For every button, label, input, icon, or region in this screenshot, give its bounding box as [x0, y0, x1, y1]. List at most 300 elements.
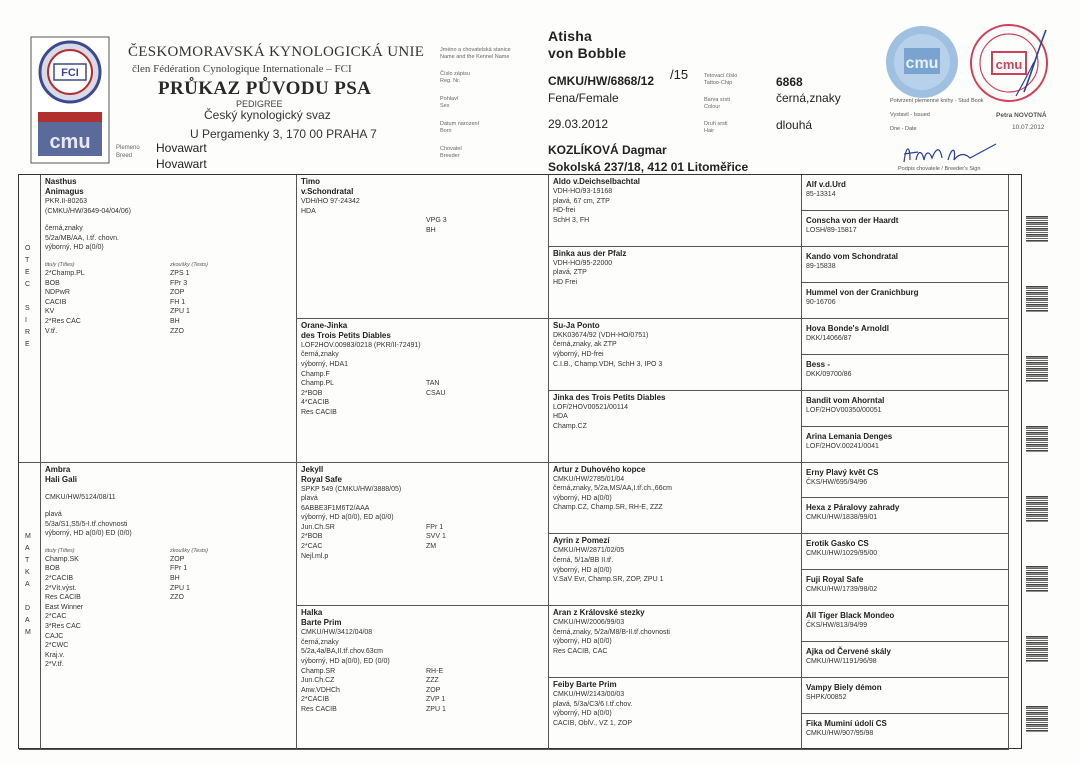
great-great-grandparent-cell [802, 498, 1009, 534]
grandparent-line: CMKU/HW/3412/04/08 [301, 629, 373, 637]
sire-title-row [45, 279, 292, 289]
great-great-grandparent-reg: ČKS/HW/695/94/96 [806, 478, 868, 486]
grandparent-cell [297, 606, 549, 750]
test-entry: ZPU 1 [170, 584, 190, 592]
grandparent-line: 2*CAC [301, 543, 323, 551]
date-label: Dne - Date [890, 126, 917, 132]
pedigree-line: Champ.CZ [553, 422, 587, 430]
pedigree-line: DKK03674/92 (VDH-HO/0751) [553, 331, 649, 339]
regno-label: Číslo zápisu Reg. Nr. [440, 71, 470, 84]
great-grandparent-cell [549, 247, 802, 319]
side-letter: I [25, 317, 27, 324]
svg-text:cmu: cmu [49, 131, 91, 153]
grandparent-row [301, 398, 544, 408]
grandparent-line: 2*CACIB [301, 696, 330, 704]
dam-title-row [45, 641, 292, 651]
grandparent-name: des Trois Petits Diables [301, 330, 391, 340]
great-great-grandparent-reg: DKK/09700/86 [806, 370, 852, 378]
side-letter: E [25, 269, 30, 276]
test-entry [170, 622, 270, 632]
great-great-grandparent-name: Vampy Biely démon [806, 683, 882, 693]
svg-text:cmu: cmu [995, 57, 1023, 72]
pedigree-line: VDH-HO/95-22000 [553, 259, 613, 267]
sire-titles-header [45, 253, 292, 269]
grandparent-line [301, 216, 426, 226]
sex-value: Fena/Female [548, 91, 619, 105]
great-great-grandparent-name: Arina Lemania Denges [806, 431, 893, 441]
great-great-grandparent-name: Hummel von der Cranichburg [806, 287, 919, 297]
grandparent-row [301, 686, 544, 696]
great-great-grandparent-reg: SHPK/00852 [806, 694, 847, 702]
barcode-icon [1026, 636, 1048, 662]
great-great-grandparent-name: Hova Bonde's Arnoldl [806, 323, 889, 333]
pedigree-line: plavá, 67 cm, ZTP [553, 197, 610, 205]
great-great-grandparent-cell [802, 534, 1009, 570]
grandparent-row [301, 695, 544, 705]
great-grandparent-cell [549, 678, 802, 750]
test-entry [170, 641, 270, 651]
great-great-grandparent-name: Hexa z Páralovy zahrady [806, 503, 900, 513]
grandparent-line: černá,znaky [301, 638, 339, 646]
grandparent-row [301, 207, 544, 217]
club-address: U Pergamenky 3, 170 00 PRAHA 7 [190, 127, 377, 141]
dam-title-row [45, 622, 292, 632]
pedigree-line: V.SaV Evr, Champ.SR, ZOP, ZPU 1 [553, 576, 664, 584]
great-great-grandparent-reg: CMKU/HW/907/95/98 [806, 730, 874, 738]
stud-book-stamp-icon [884, 24, 960, 100]
test-entry: FH 1 [170, 298, 186, 306]
breeder-sign-label: Podpis chovatele / Breeder's Sign [898, 166, 981, 172]
grandparent-line: výborný, HDA1 [301, 360, 349, 368]
sire-title-row [45, 288, 292, 298]
breed-label: Plemeno Breed [116, 145, 140, 159]
grandparent-row [301, 370, 544, 380]
tattoo-value: 6868 [776, 75, 803, 89]
great-great-grandparent-name: Fika Muminí údolí CS [806, 719, 887, 729]
dam-title-row [45, 574, 292, 584]
grandparent-row [301, 408, 544, 418]
pedigree-line: výborný, HD a(0/0) [553, 494, 612, 502]
registration-suffix: /15 [670, 67, 689, 82]
great-grandparent-name: Aran z Královské stezky [553, 608, 645, 618]
test-entry: FPr 1 [170, 565, 188, 573]
great-great-grandparent-reg: ČKS/HW/813/94/99 [806, 622, 868, 630]
pedigree-line: CMKU/HW/2785/01/04 [553, 475, 625, 483]
dog-name: Atisha [548, 28, 592, 44]
grandparent-line: Champ.F [301, 370, 330, 378]
pedigree-line: černá,znaky, ak ZTP [553, 341, 617, 349]
great-grandparent-name: Artur z Duhového kopce [553, 464, 646, 474]
grandparent-test: ZPU 1 [426, 706, 446, 713]
great-grandparent-name: Ayrin z Pomezí [553, 536, 610, 546]
breed-value: Hovawart [156, 141, 207, 155]
grandparent-name: v.Schondratal [301, 187, 354, 196]
dam-title-row [45, 555, 292, 565]
grandparent-line: VDH/HO 97-24342 [301, 198, 360, 205]
grandparent-name: Timo [301, 177, 320, 186]
sire-title-row [45, 298, 292, 308]
pedigree-line: CMKU/HW/5124/08/11 [45, 493, 116, 501]
great-great-grandparent-name: Erotik Gasko CS [806, 539, 869, 549]
title-entry: Champ.SK [45, 555, 79, 563]
grandparent-line: 2*BOB [301, 389, 323, 397]
svg-text:cmu: cmu [905, 55, 939, 72]
title-entry: East Winner [45, 603, 84, 611]
barcode-icon [1026, 356, 1048, 382]
title-entry: 2*CWC [45, 642, 69, 650]
barcode-icon [1026, 566, 1048, 592]
grandparent-test: SVV 1 [426, 533, 446, 541]
grandparent-test: VPG 3 [426, 217, 447, 225]
grandparent-line: výborný, HD a(0/0), ED a(0/0) [301, 514, 394, 522]
pedigree-line: plavá [45, 511, 62, 519]
grandparent-row [301, 513, 544, 523]
title-entry: CAJC [45, 632, 64, 640]
title-entry: 2*Champ.PL [45, 269, 85, 277]
great-great-grandparent-cell [802, 678, 1009, 714]
great-great-grandparent-cell [802, 570, 1009, 606]
grandparent-row [301, 360, 544, 370]
fci-logo-text: FCI [61, 67, 79, 79]
grandparent-test: RH-E [426, 667, 444, 675]
grandparent-row [301, 216, 544, 226]
grandparent-cell [297, 319, 549, 463]
great-great-grandparent-name: Bess - [806, 359, 831, 369]
great-grandparent-name: Feiby Barte Prim [553, 680, 617, 690]
test-entry: ZOP [170, 555, 185, 563]
grandparent-row [301, 542, 544, 552]
grandparent-row [301, 379, 544, 389]
grandparent-line: Champ.PL [301, 380, 335, 388]
great-great-grandparent-reg: 90-16706 [806, 298, 836, 306]
grandparent-row [301, 532, 544, 542]
pedigree-line: SchH 3, FH [553, 216, 590, 224]
grandparent-test: BH [426, 226, 436, 234]
barcode-icon [1026, 426, 1048, 452]
hair-value: dlouhá [776, 118, 813, 132]
title-entry: 2*CACIB [45, 575, 74, 583]
grandparent-name: Orane-Jinka [301, 320, 348, 330]
great-great-grandparent-reg: DKK/14066/87 [806, 334, 852, 342]
test-entry [170, 603, 270, 613]
grandparent-row [301, 647, 544, 657]
test-entry: ZPS 1 [170, 269, 190, 277]
grandparent-line: Nejl.ml.p [301, 552, 329, 560]
tests-label: zkoušky (Tests) [170, 261, 209, 268]
grandparent-line: Jun.Ch.CZ [301, 677, 335, 685]
dam-title-row [45, 603, 292, 613]
pedigree-line: černá, 5/1a/BB II.tř. [553, 556, 614, 564]
great-grandparent-name: Aldo v.Deichselbachtal [553, 177, 640, 186]
pedigree-line: CMKU/HW/2143/00/03 [553, 691, 625, 699]
dam-titles-header [45, 539, 292, 555]
pedigree-line: Champ.CZ, Champ.SR, RH-E, ZZZ [553, 504, 663, 512]
grandparent-row [301, 485, 544, 495]
pedigree-line: plavá, 5/3a/C3/6 I.tř.chov. [553, 700, 633, 708]
side-letter: T [25, 556, 30, 564]
grandparent-row [301, 628, 544, 638]
sire-name: Nasthus [45, 177, 77, 186]
breeder-label: Chovatel Breeder [440, 146, 462, 159]
dog-kennel: von Bobble [548, 45, 627, 61]
barcode-icon [1026, 286, 1048, 312]
grandparent-row [301, 341, 544, 351]
great-great-grandparent-reg: LOF/2HOV.00241/0041 [806, 442, 879, 450]
tests-label: zkoušky (Tests) [170, 547, 209, 554]
dam-title-row [45, 612, 292, 622]
pedigree-line: výborný, HD a(0/0) [45, 244, 104, 252]
pedigree-line: 5/3a/S1,S5/5-I.tř.chovnosti [45, 520, 128, 528]
grandparent-name: Halka [301, 608, 323, 618]
breed-value-en: Hovawart [156, 157, 207, 171]
grandparent-test: ZM [426, 543, 437, 551]
dam-side-label [19, 463, 41, 751]
grandparent-line: 6ABBE3F1M6T2/AAA [301, 504, 370, 512]
side-letter: M [25, 532, 31, 540]
barcode-icon [1026, 216, 1048, 242]
great-grandparent-cell [549, 391, 802, 463]
issuer-name: Petra NOVOTNÁ [996, 112, 1047, 119]
great-great-grandparent-reg: 89-15838 [806, 262, 836, 270]
pedigree-line: LOF/2HOV00521/00114 [553, 403, 628, 411]
grandparent-line: Res CACIB [301, 408, 337, 416]
grandparent-row [301, 494, 544, 504]
test-entry [170, 660, 270, 670]
grandparent-row [301, 667, 544, 677]
side-letter: E [25, 341, 30, 348]
dob-label: Datum narození Born [440, 121, 480, 134]
great-grandparent-cell [549, 606, 802, 678]
side-letter: D [25, 604, 31, 612]
hair-label: Druh srsti Hair [704, 121, 728, 134]
org-subtitle: člen Fédération Cynologique Internationale – FCI [132, 63, 352, 75]
side-letter: M [25, 628, 31, 636]
great-great-grandparent-name: Fuji Royal Safe [806, 575, 864, 585]
side-letter: T [25, 257, 30, 264]
grandparent-test: ZOP [426, 686, 441, 694]
issued-label: Vystavil - Issued [890, 112, 930, 118]
pedigree-line: VDH-HO/93-19168 [553, 188, 613, 195]
great-grandparent-cell [549, 175, 802, 247]
pedigree-line: HDA [553, 413, 568, 421]
grandparent-row [301, 197, 544, 207]
side-letter: S [25, 305, 30, 312]
great-great-grandparent-name: Erny Plavý květ CS [806, 467, 879, 477]
side-letter: O [25, 245, 31, 252]
great-grandparent-cell [549, 463, 802, 535]
dam-title-row [45, 632, 292, 642]
grandparent-row [301, 657, 544, 667]
grandparent-name: Royal Safe [301, 474, 342, 484]
great-great-grandparent-cell [802, 714, 1009, 750]
sire-name: Animagus [45, 187, 84, 196]
great-great-grandparent-name: Kando vom Schondratal [806, 251, 899, 261]
pedigree-line: černá,znaky [45, 225, 83, 233]
title-entry: BOB [45, 279, 60, 287]
sire-side-label [19, 175, 41, 463]
title-entry: V.tř. [45, 327, 58, 335]
great-great-grandparent-cell [802, 283, 1009, 319]
pedigree-table [18, 174, 1022, 749]
grandparent-row [301, 350, 544, 360]
dob-value: 29.03.2012 [548, 117, 609, 131]
pedigree-line: PKR.II-80263 [45, 198, 88, 205]
grandparent-line: 2*BOB [301, 533, 323, 541]
great-great-grandparent-reg: 85-13314 [806, 191, 836, 198]
grandparent-test: ZZZ [426, 677, 439, 685]
great-great-grandparent-name: Bandit vom Ahorntal [806, 395, 885, 405]
great-great-grandparent-reg: LOSH/89-15817 [806, 226, 857, 234]
sire-cell [41, 175, 297, 463]
org-name: ČESKOMORAVSKÁ KYNOLOGICKÁ UNIE [128, 44, 425, 60]
grandparent-line [301, 226, 426, 236]
pedigree-line: HD-frei [553, 207, 576, 215]
tattoo-label: Tetovací číslo Tattoo-Chip [704, 73, 738, 86]
titles-label: tituly (Titles) [45, 261, 75, 268]
title-entry: KV [45, 308, 55, 316]
test-entry: ZZO [170, 327, 184, 335]
cmku-fci-logo-icon [30, 36, 110, 164]
great-grandparent-name: Jinka des Trois Petits Diables [553, 392, 666, 402]
title-entry: 2*CAC [45, 613, 67, 621]
colour-value: černá,znaky [776, 91, 841, 105]
side-letter: R [25, 329, 31, 336]
grandparent-line: 5/2a,4a/BA,II.tř.chov.63cm [301, 648, 383, 656]
dam-title-row [45, 584, 292, 594]
grandparent-test: TAN [426, 380, 440, 388]
title-entry: NDPwR [45, 289, 70, 297]
great-great-grandparent-cell [802, 211, 1009, 247]
great-great-grandparent-reg: CMKU/HW/1029/95/00 [806, 550, 878, 558]
side-letter: A [25, 616, 30, 624]
grandparent-cell [297, 463, 549, 607]
dam-cell [41, 463, 297, 751]
document-title: PRŮKAZ PŮVODU PSA [158, 78, 372, 99]
great-great-grandparent-cell [802, 463, 1009, 499]
stud-book-confirm: Potvrzení plemenné knihy - Stud Book [890, 98, 984, 104]
grandparent-row [301, 638, 544, 648]
grandparent-row [301, 389, 544, 399]
sire-title-row [45, 317, 292, 327]
dam-title-row [45, 651, 292, 661]
grandparent-test: ZVP 1 [426, 696, 446, 704]
titles-label: tituly (Titles) [45, 547, 75, 554]
grandparent-line: SPKP 549 (CMKU/HW/3888/05) [301, 485, 402, 493]
side-letter: K [25, 568, 30, 576]
name-label: Jméno a chovatelská stanice Name and the Kennel Name [440, 47, 511, 60]
grandparent-name: Jekyll [301, 464, 324, 474]
grandparent-line: Champ.SR [301, 667, 336, 675]
great-great-grandparent-cell [802, 175, 1009, 211]
title-entry: CACIB [45, 298, 67, 306]
dam-title-row [45, 660, 292, 670]
grandparent-line: HDA [301, 207, 316, 215]
breeding-book-stamp-icon [968, 22, 1050, 104]
great-grandparent-cell [549, 319, 802, 391]
great-great-grandparent-cell [802, 606, 1009, 642]
title-entry: 2*Res CAC [45, 317, 81, 325]
dam-name: Hali Gali [45, 474, 78, 484]
great-great-grandparent-cell [802, 355, 1009, 391]
sire-title-row [45, 327, 292, 337]
title-entry: Kraj.v. [45, 651, 65, 659]
grandparent-row [301, 552, 544, 562]
great-great-grandparent-cell [802, 319, 1009, 355]
side-letter: A [25, 544, 30, 552]
document-subtitle: PEDIGREE [236, 99, 283, 109]
breeder-address: Sokolská 237/18, 412 01 Litoměřice [548, 160, 749, 174]
pedigree-line: výborný, HD a(0/0) [553, 638, 612, 646]
title-entry: 2*Vít.výst. [45, 584, 77, 592]
great-great-grandparent-cell [802, 642, 1009, 678]
pedigree-line: CMKU/HW/2006/99/03 [553, 619, 625, 627]
grandparent-line: výborný, HD a(0/0), ED (0/0) [301, 658, 390, 666]
grandparent-line: 4*CACIB [301, 399, 330, 407]
pedigree-line: černá,znaky, 5/2a/M8/B-II.tř.chovnosti [553, 628, 670, 636]
sire-title-row [45, 269, 292, 279]
grandparent-test: FPr 1 [426, 523, 444, 531]
grandparent-row [301, 705, 544, 715]
pedigree-line: výborný, HD a(0/0) [553, 710, 612, 718]
grandparent-line: Jun.Ch.SR [301, 523, 335, 531]
pedigree-line: Res CACIB, CAC [553, 648, 608, 656]
side-letter: A [25, 580, 30, 588]
great-great-grandparent-cell [802, 391, 1009, 427]
great-great-grandparent-reg: CMKU/HW/1739/98/02 [806, 586, 878, 594]
grandparent-row [301, 676, 544, 686]
test-entry: ZOP [170, 289, 185, 297]
grandparent-line: černá,znaky [301, 351, 339, 359]
pedigree-line: (CMKU/HW/3649-04/04/06) [45, 207, 131, 215]
pedigree-line: HD Frei [553, 279, 578, 287]
great-great-grandparent-name: Ajka od Červené skály [806, 647, 891, 657]
grandparent-cell [297, 175, 549, 319]
grandparent-name: Barte Prim [301, 618, 342, 628]
title-entry: BOB [45, 565, 60, 573]
barcode-icon [1026, 496, 1048, 522]
great-grandparent-cell [549, 534, 802, 606]
grandparent-row [301, 226, 544, 236]
title-entry: 3*Res CAC [45, 623, 81, 631]
grandparent-line: Res CACIB [301, 706, 337, 713]
dam-name: Ambra [45, 464, 71, 474]
title-entry: Res CACIB [45, 594, 81, 602]
sire-title-row [45, 307, 292, 317]
great-great-grandparent-name: Conscha von der Haardt [806, 215, 899, 225]
grandparent-line: plavá [301, 495, 318, 503]
great-great-grandparent-reg: CMKU/HW/1838/99/01 [806, 514, 878, 522]
test-entry [170, 632, 270, 642]
pedigree-line: výborný, HD a(0/0) ED (0/0) [45, 530, 132, 538]
pedigree-line: C.I.B., Champ.VDH, SchH 3, IPO 3 [553, 360, 663, 368]
great-great-grandparent-reg: CMKU/HW/1191/96/98 [806, 658, 877, 666]
great-great-grandparent-name: All Tiger Black Mondeo [806, 611, 895, 621]
test-entry: ZPU 1 [170, 308, 190, 316]
pedigree-line: plavá, ZTP [553, 269, 587, 277]
great-great-grandparent-cell [802, 427, 1009, 463]
registration-number: CMKU/HW/6868/12 [548, 74, 655, 88]
great-grandparent-name: Binka aus der Pfalz [553, 248, 627, 258]
test-entry [170, 651, 270, 661]
pedigree-line: CACIB, OblV., VZ 1, ZOP [553, 719, 633, 727]
grandparent-row [301, 504, 544, 514]
club-name: Český kynologický svaz [204, 108, 331, 122]
dam-title-row [45, 564, 292, 574]
breeder-name: KOZLÍKOVÁ Dagmar [548, 143, 667, 157]
great-great-grandparent-reg: LOF/2HOV00350/00051 [806, 406, 882, 414]
grandparent-line: Anw.VDHCh [301, 686, 340, 694]
great-grandparent-name: Su-Ja Ponto [553, 320, 600, 330]
